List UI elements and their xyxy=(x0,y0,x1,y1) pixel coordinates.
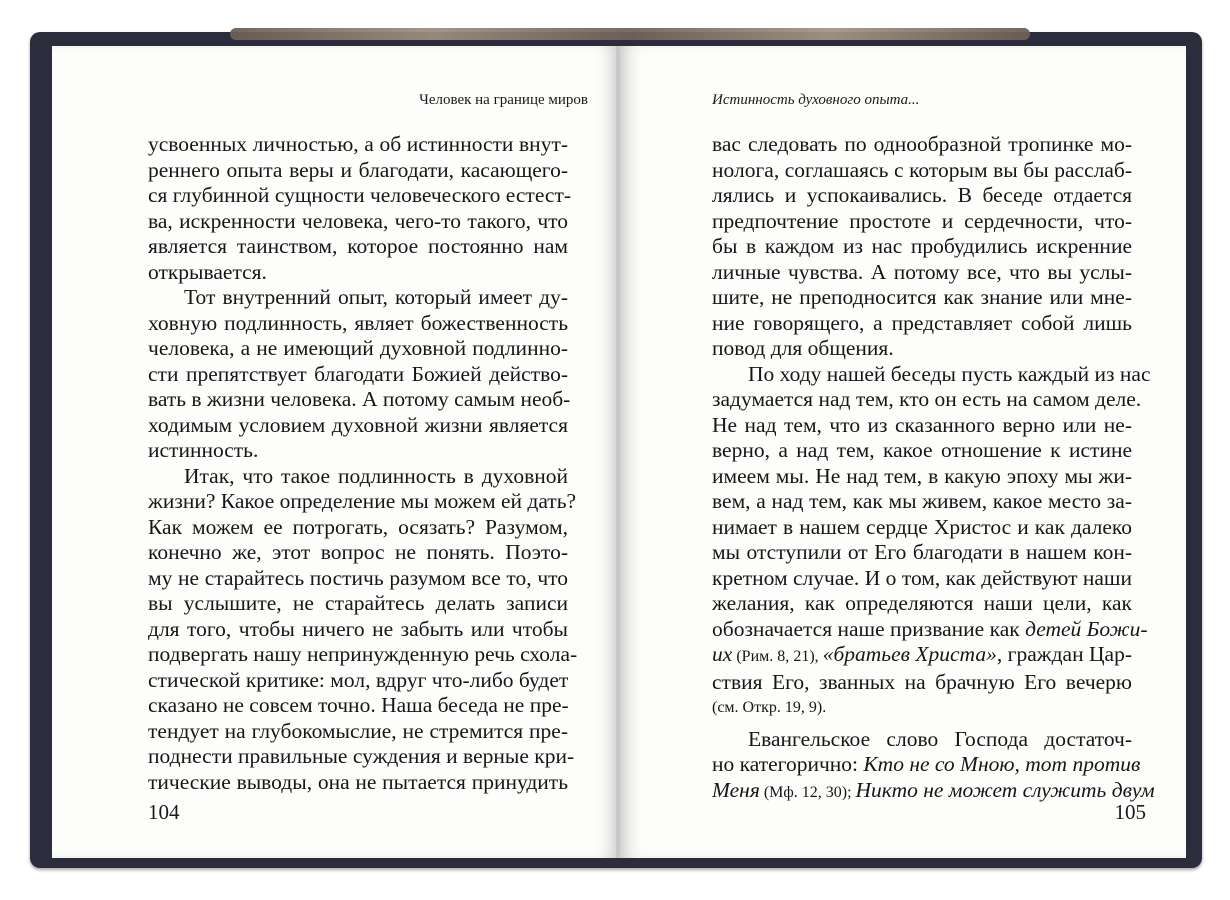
running-header: Человек на границе миров xyxy=(419,92,588,108)
scripture-reference: (Мф. 12, 30); xyxy=(759,783,856,801)
text-line: поднести правильные суждения и верные кри- xyxy=(148,744,575,768)
running-header: Истинность духовного опыта... xyxy=(712,92,920,108)
book-spread xyxy=(30,32,1202,868)
text-line: повод для общения. xyxy=(712,336,894,360)
text-line: является таинством, которое постоянно нам xyxy=(148,234,568,258)
text-line: ся глубинной сущности человеческого естест- xyxy=(148,183,571,207)
text-line xyxy=(712,777,1155,806)
text-line: верно, а над тем, какое отношение к истине xyxy=(712,438,1132,462)
text-line: ва, искренности человека, чего-то такого, что xyxy=(148,208,568,233)
text-line: Итак, что такое подлинность в духовной xyxy=(184,463,568,488)
text-line: ние говорящего, а представляет собой лишь xyxy=(712,310,1132,335)
text-line: вас следовать по однообразной тропинке мо- xyxy=(712,132,1132,156)
text-line xyxy=(712,752,1141,778)
text-line: ховную подлинность, являет божественность xyxy=(148,310,568,335)
text-line xyxy=(712,616,1148,643)
text-line: стической критике: мол, вдруг что-либо будет xyxy=(148,667,569,692)
text-line: Как можем ее потрогать, осязать? Разумом, xyxy=(148,514,568,539)
italic-segment: их xyxy=(712,642,733,666)
text-line: для того, чтобы ничего не забыть или чтобы xyxy=(148,616,568,641)
italic-segment: Кто не со Мною, тот против xyxy=(863,752,1141,776)
text-line: усвоенных личностью, а об истинности внут- xyxy=(148,132,568,156)
text-line: вы услышите, не старайтесь делать записи xyxy=(148,591,568,615)
text-line: вать в жизни человека. А потому самым необ- xyxy=(148,387,571,411)
text-line: ходимым условием духовной жизни является xyxy=(148,412,568,437)
text-line: человека, а не имеющий духовной подлинно- xyxy=(148,336,568,360)
italic-segment: «братьев Христа» xyxy=(822,642,997,666)
text-line: Тот внутренний опыт, который имеет ду- xyxy=(184,285,568,309)
left-page xyxy=(52,46,618,858)
text-line: кретном случае. И о том, как действуют наши xyxy=(712,565,1132,590)
page-number: 104 xyxy=(148,800,180,824)
italic-segment: Никто не может служить двум xyxy=(855,777,1155,802)
text-line: предпочтение простоте и сердечности, что- xyxy=(712,208,1132,233)
text-line: открывается. xyxy=(148,259,267,284)
text-line: вем, а над тем, как мы живем, какое место за- xyxy=(712,489,1132,513)
italic-segment: детей Божи- xyxy=(1025,616,1148,641)
text-segment: обозначается наше призвание как xyxy=(712,616,1026,641)
scripture-reference: (см. Откр. 19, 9). xyxy=(712,699,827,716)
text-line: жизни? Какое определение мы можем ей дать? xyxy=(148,489,577,513)
text-line: задумается над тем, кто он есть на самом деле. xyxy=(712,387,1142,411)
text-segment: но категорично: xyxy=(712,752,864,776)
text-line: желания, как определяются наши цели, как xyxy=(712,591,1132,615)
text-line: тические выводы, она не пытается принудить xyxy=(148,769,568,794)
text-line: конечно же, этот вопрос не понять. Поэто- xyxy=(148,540,568,564)
text-line: истинность. xyxy=(148,438,259,462)
text-line: нолога, соглашаясь с которым вы бы расслаб- xyxy=(712,157,1132,182)
text-line: Не над тем, что из сказанного верно или не- xyxy=(712,412,1132,437)
text-line: имеем мы. Не над тем, в какую эпоху мы жи- xyxy=(712,463,1132,488)
text-line: нимает в нашем сердце Христос и как далеко xyxy=(712,514,1132,539)
scripture-reference: (Рим. 8, 21), xyxy=(732,648,823,665)
text-line: му не старайтесь постичь разумом все то, что xyxy=(148,565,568,590)
text-line: ствия Его, званных на брачную Его вечерю xyxy=(712,669,1132,694)
text-line: По ходу нашей беседы пусть каждый из нас xyxy=(748,361,1151,386)
right-page xyxy=(620,46,1186,858)
italic-segment: Меня xyxy=(712,777,760,802)
text-line: сти препятствует благодати Божией действо- xyxy=(148,361,568,386)
text-line: мы отступили от Его благодати в нашем кон- xyxy=(712,540,1132,564)
text-line: сказано не совсем точно. Наша беседа не пре- xyxy=(148,693,569,717)
text-segment: , граждан Цар- xyxy=(996,642,1133,666)
text-line xyxy=(712,642,1132,670)
body-text xyxy=(712,132,1155,805)
text-line: Евангельское слово Господа достаточ- xyxy=(748,726,1132,751)
text-line: тендует на глубокомыслие, не стремится пре- xyxy=(148,718,568,743)
body-text xyxy=(148,132,578,795)
text-line: шите, не преподносится как знание или мне- xyxy=(712,285,1132,309)
text-line: лялись и успокаивались. В беседе отдается xyxy=(712,183,1132,207)
text-line: реннего опыта веры и благодати, касающего- xyxy=(148,157,568,182)
text-line: бы в каждом из нас пробудились искренние xyxy=(712,234,1132,258)
text-line: подвергать нашу непринужденную речь схола- xyxy=(148,642,578,666)
page-number: 105 xyxy=(1114,800,1146,824)
text-line: личные чувства. А потому все, что вы услы- xyxy=(712,259,1132,284)
